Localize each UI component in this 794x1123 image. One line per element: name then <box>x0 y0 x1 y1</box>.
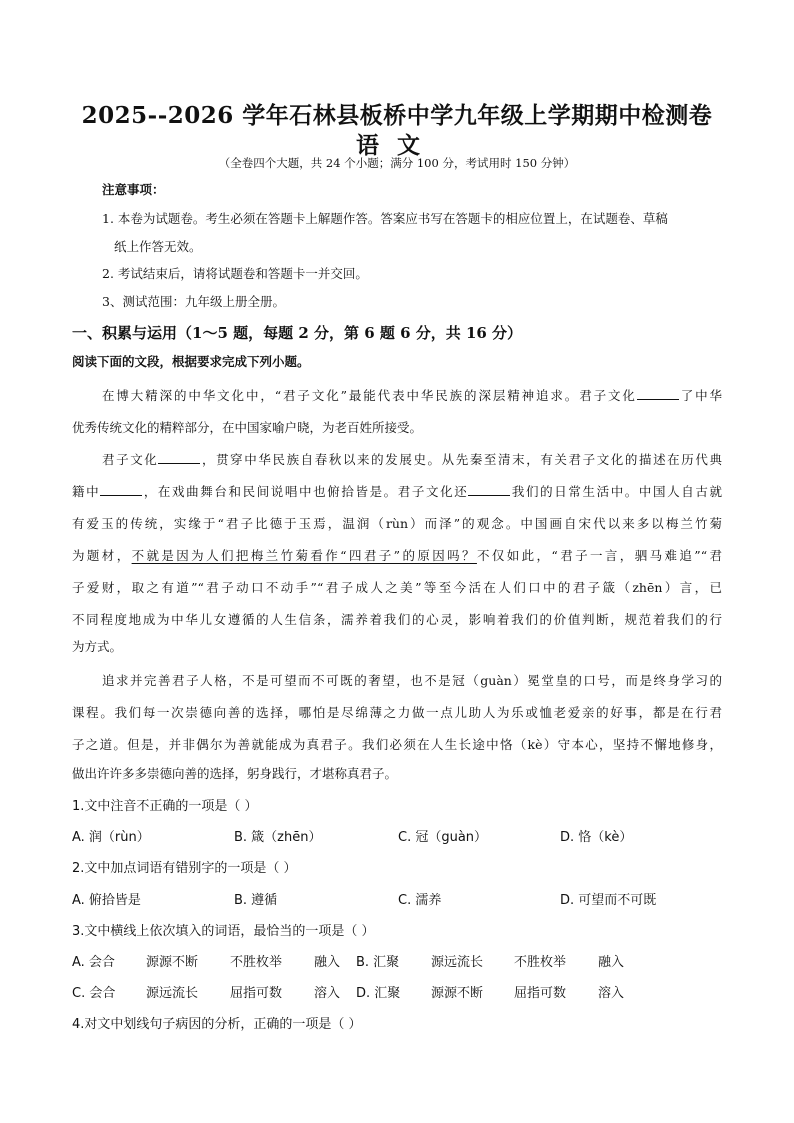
q3-option-a[interactable]: A. 会合 <box>72 955 115 970</box>
passage-line: 优秀传统文化的精粹部分，在中国家喻户晓，为老百姓所接受。 <box>72 420 423 435</box>
fill-blank <box>158 451 200 464</box>
fill-blank <box>100 483 142 496</box>
exam-info-note: （全卷四个大题，共 24 个小题；满分 100 分，考试用时 150 分钟） <box>218 156 576 170</box>
passage-line <box>102 450 722 468</box>
q1-option-a[interactable]: A. 润（rùn） <box>72 830 150 845</box>
subject-title: 语文 <box>356 132 438 159</box>
question-2: 2.文中加点词语有错别字的一项是（ ） <box>72 861 297 876</box>
reading-instruction: 阅读下面的文段，根据要求完成下列小题。 <box>72 354 310 369</box>
text-run: 了中华 <box>678 388 722 403</box>
q3-option-word: 融入 <box>314 955 341 970</box>
passage-line: 追求并完善君子人格，不是可望而不可既的奢望，也不是冠（guàn）冕堂皇的口号，而是终身学习的 <box>102 673 722 688</box>
question-4: 4.对文中划线句子病因的分析，正确的一项是（ ） <box>72 1017 362 1032</box>
exam-title: 2025--2026 学年石林县板桥中学九年级上学期期中检测卷 <box>81 102 713 129</box>
q3-option-word: 溶入 <box>598 986 625 1001</box>
underlined-sentence: 不就是因为人们把梅兰竹菊看作“四君子”的原因吗？ <box>131 548 477 563</box>
notice-item-1: 1. 本卷为试题卷。考生必须在答题卡上解题作答。答案应书写在答题卡的相应位置上，在试题卷、草稿 <box>102 211 668 226</box>
q3-option-word: 溶入 <box>314 986 341 1001</box>
q3-option-d[interactable]: D. 汇聚 <box>356 986 401 1001</box>
text-run: ，贯穿中华民族自春秋以来的发展史。从先秦至清末，有关君子文化的描述在历代典 <box>200 452 722 467</box>
text-run: 不仅如此，“君子一言，驷马难追”“君 <box>476 548 722 563</box>
q3-option-word: 源远流长 <box>431 955 484 970</box>
q1-option-c[interactable]: C. 冠（guàn） <box>398 830 488 845</box>
passage-line: 有爱玉的传统，实缘于“君子比德于玉焉，温润（rùn）而泽”的观念。中国画自宋代以来多以梅兰竹菊 <box>72 516 722 531</box>
notice-heading: 注意事项： <box>102 182 165 197</box>
q1-option-d[interactable]: D. 恪（kè） <box>560 830 633 845</box>
text-run: ，在戏曲舞台和民间说唱中也俯拾皆是。君子文化还 <box>142 484 469 499</box>
text-run: 我们的日常生活中。中国人自古就 <box>510 484 722 499</box>
q3-option-word: 不胜枚举 <box>514 955 567 970</box>
q3-option-word: 源源不断 <box>431 986 484 1001</box>
fill-blank <box>468 483 510 496</box>
text-run: 为题材， <box>72 548 132 563</box>
text-run: 籍中 <box>72 484 101 499</box>
question-3: 3.文中横线上依次填入的词语，最恰当的一项是（ ） <box>72 924 375 939</box>
text-run: 君子文化 <box>102 452 159 467</box>
section-title: 一、积累与运用（1～5 题，每题 2 分，第 6 题 6 分，共 16 分） <box>72 324 523 342</box>
q2-option-a[interactable]: A. 俯拾皆是 <box>72 893 141 908</box>
q1-option-b[interactable]: B. 箴（zhēn） <box>234 830 322 845</box>
passage-line <box>102 386 722 404</box>
q2-option-d[interactable]: D. 可望而不可既 <box>560 893 657 908</box>
q2-option-c[interactable]: C. 濡养 <box>398 893 442 908</box>
notice-item-1-cont: 纸上作答无效。 <box>114 239 202 254</box>
q2-option-b[interactable]: B. 遵循 <box>234 893 278 908</box>
passage-line: 子爱财，取之有道”“君子动口不动手”“君子成人之美”等至今活在人们口中的君子箴（zhēn）言，已 <box>72 580 722 595</box>
passage-line: 为方式。 <box>72 639 123 654</box>
notice-item-3: 3、测试范围：九年级上册全册。 <box>102 294 285 309</box>
q3-option-word: 源远流长 <box>146 986 199 1001</box>
fill-blank <box>637 387 679 400</box>
q3-option-word: 融入 <box>598 955 625 970</box>
q3-option-word: 屈指可数 <box>230 986 283 1001</box>
q3-option-word: 屈指可数 <box>514 986 567 1001</box>
passage-line: 课程。我们每一次崇德向善的选择，哪怕是尽绵薄之力做一点儿助人为乐或恤老爱亲的好事，都是在行君 <box>72 705 722 720</box>
notice-item-2: 2. 考试结束后，请将试题卷和答题卡一并交回。 <box>102 266 368 281</box>
q3-option-c[interactable]: C. 会合 <box>72 986 116 1001</box>
text-run: 在博大精深的中华文化中，“君子文化”最能代表中华民族的深层精神追求。君子文化 <box>102 388 637 403</box>
question-1: 1.文中注音不正确的一项是（ ） <box>72 799 258 814</box>
passage-line: 不同程度地成为中华儿女遵循的人生信条，濡养着我们的心灵，影响着我们的价值判断，规范着我们的行 <box>72 612 722 627</box>
passage-line: 子之道。但是，并非偶尔为善就能成为真君子。我们必须在人生长途中恪（kè）守本心，坚持不懈地修身， <box>72 737 722 752</box>
passage-line <box>72 546 722 564</box>
q3-option-word: 源源不断 <box>146 955 199 970</box>
q3-option-word: 不胜枚举 <box>230 955 283 970</box>
q3-option-b[interactable]: B. 汇聚 <box>356 955 400 970</box>
passage-line: 做出许许多多崇德向善的选择，躬身践行，才堪称真君子。 <box>72 766 398 781</box>
passage-line <box>72 482 722 500</box>
